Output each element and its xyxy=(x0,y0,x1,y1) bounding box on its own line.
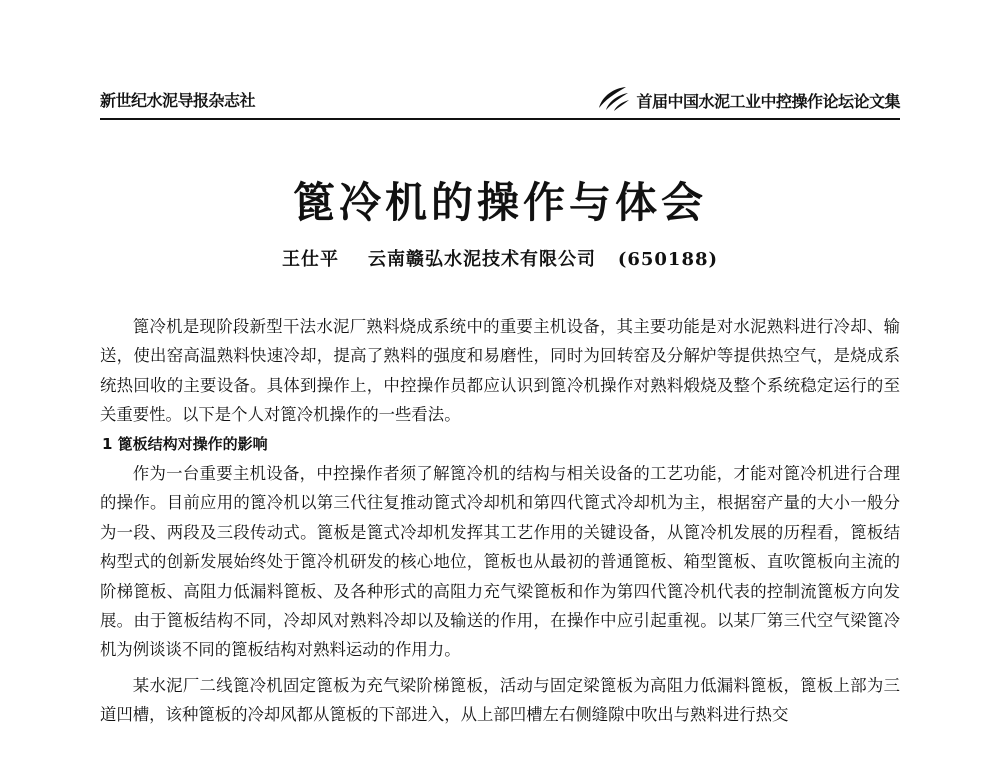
postcode: (650188) xyxy=(617,249,719,270)
running-header xyxy=(100,84,900,118)
body-paragraph: 作为一台重要主机设备，中控操作者须了解篦冷机的结构与相关设备的工艺功能，才能对篦冷机进行合理的操作。目前应用的篦冷机以第三代往复推动篦式冷却机和第四代篦式冷却机为主，根据窑产量的大小一般分为一段、两段及三段传动式。篦板是篦式冷却机发挥其工艺作用的关键设备，从篦冷机发展的历程看，篦板结构型式的创新发展始终处于篦冷机研发的核心地位，篦板也从最初的普通篦板、箱型篦板、直吹篦板向主流的阶梯篦板、高阻力低漏料篦板、及各种形式的高阻力充气梁篦板和作为第四代篦冷机代表的控制流篦板方向发展。由于篦板结构不同，冷却风对熟料冷却以及输送的作用，在操作中应引起重视。以某厂第三代空气梁篦冷机为例谈谈不同的篦板结构对熟料运动的作用力。 xyxy=(100,464,900,660)
article-title: 篦冷机的操作与体会 xyxy=(292,178,707,227)
intro-paragraph: 篦冷机是现阶段新型干法水泥厂熟料烧成系统中的重要主机设备，其主要功能是对水泥熟料进行冷却、输送，使出窑高温熟料快速冷却，提高了熟料的强度和易磨性，同时为回转窑及分解炉等提供热空气，是烧成系统热回收的主要设备。具体到操作上，中控操作员都应认识到篦冷机操作对熟料煅烧及整个系统稳定运行的至关重要性。以下是个人对篦冷机操作的一些看法。 xyxy=(100,317,900,425)
author-affiliation: 云南赣弘水泥技术有限公司 xyxy=(368,249,597,270)
collection-title: 首届中国水泥工业中控操作论坛论文集 xyxy=(636,91,900,111)
byline xyxy=(0,245,1000,271)
collection-header xyxy=(596,84,900,112)
publisher-name: 新世纪水泥导报杂志社 xyxy=(100,91,256,110)
body-paragraph: 某水泥厂二线篦冷机固定篦板为充气梁阶梯篦板，活动与固定梁篦板为高阻力低漏料篦板，篦板上部为三道凹槽，该种篦板的冷却风都从篦板的下部进入，从上部凹槽左右侧缝隙中吹出与熟料进行热交 xyxy=(100,675,900,725)
article-body xyxy=(100,312,900,730)
swoosh-logo-icon xyxy=(596,84,630,112)
author-name: 王仕平 xyxy=(281,249,339,270)
section-heading: 1 篦板结构对操作的影响 xyxy=(102,434,268,453)
header-divider xyxy=(100,118,900,120)
